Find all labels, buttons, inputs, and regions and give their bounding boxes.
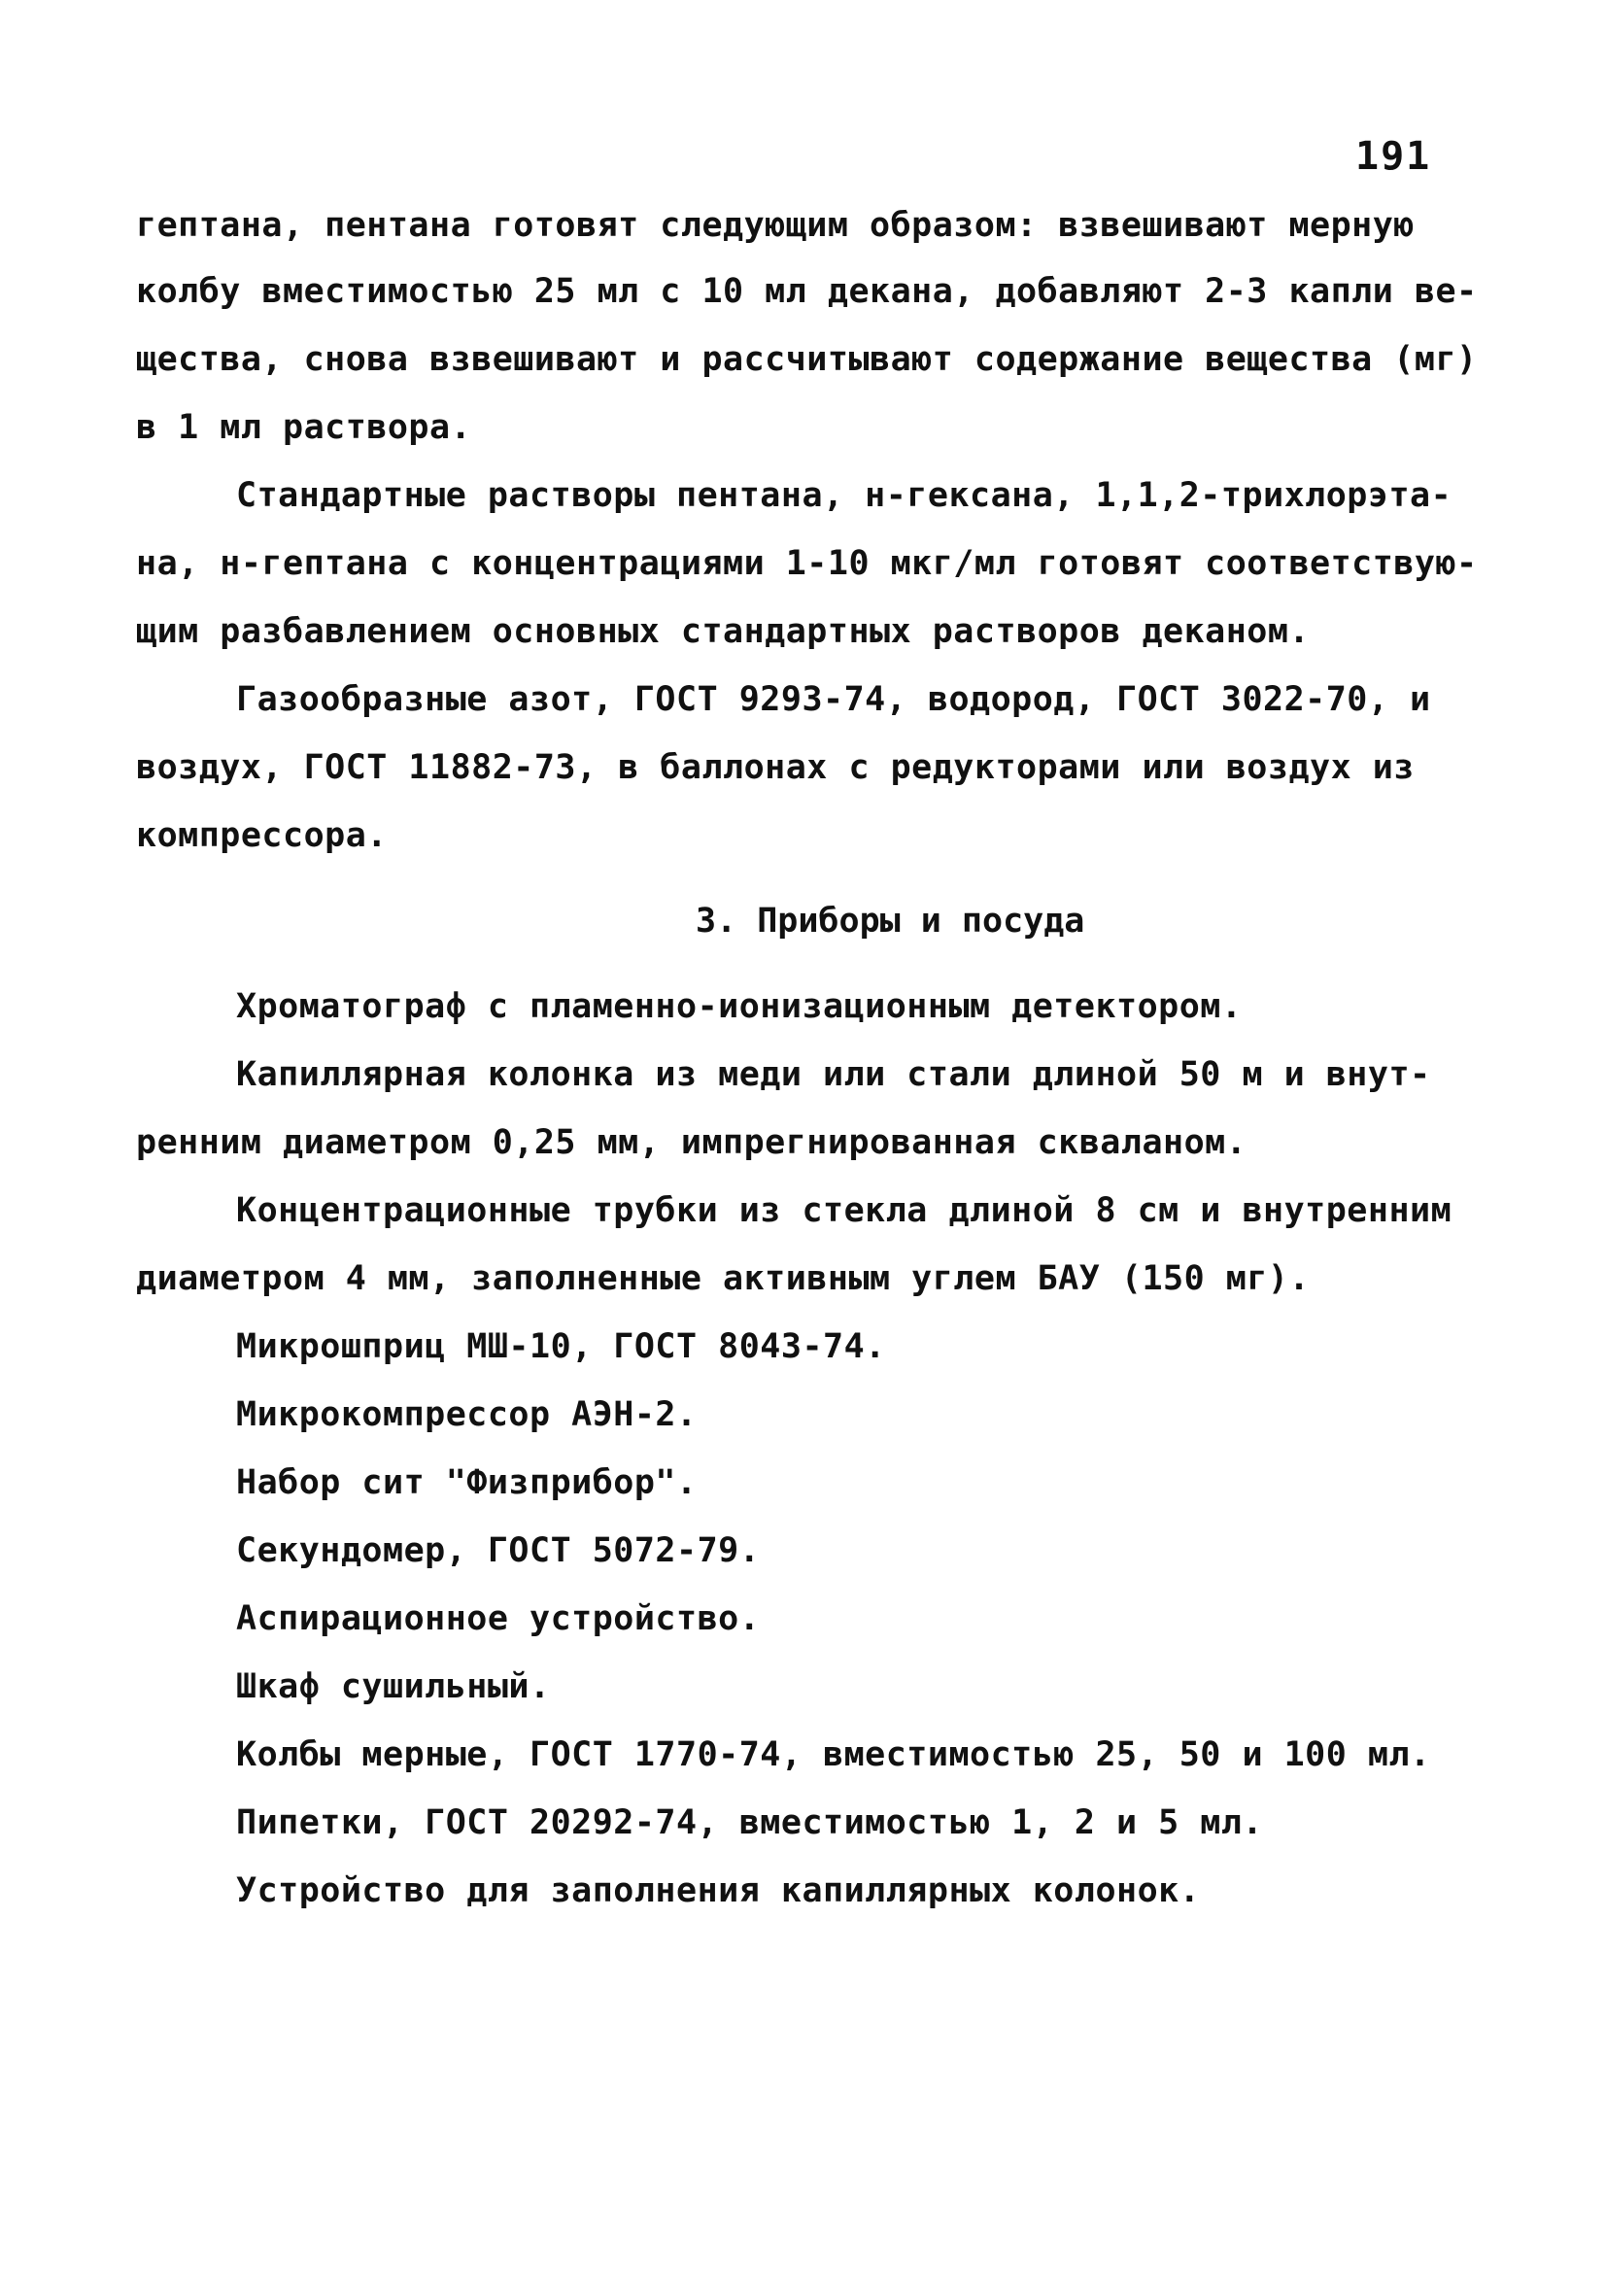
- section-heading: 3. Приборы и посуда: [696, 902, 1085, 941]
- text-line: колбу вместимостью 25 мл с 10 мл декана, добавляют 2-3 капли ве-: [136, 272, 1478, 311]
- text-line: Концентрационные трубки из стекла длиной 8 см и внутренним: [236, 1191, 1452, 1230]
- list-item: Пипетки, ГОСТ 20292-74, вместимостью 1, 2 и 5 мл.: [236, 1803, 1264, 1842]
- text-line: воздух, ГОСТ 11882-73, в баллонах с редукторами или воздух из: [136, 748, 1415, 787]
- list-item: Секундомер, ГОСТ 5072-79.: [236, 1531, 761, 1570]
- page-number: 191: [1355, 134, 1432, 179]
- list-item: Шкаф сушильный.: [236, 1667, 551, 1706]
- list-item: Устройство для заполнения капиллярных колонок.: [236, 1871, 1201, 1910]
- text-line: Газообразные азот, ГОСТ 9293-74, водород, ГОСТ 3022-70, и: [236, 680, 1431, 719]
- text-line: диаметром 4 мм, заполненные активным углем БАУ (150 мг).: [136, 1259, 1311, 1298]
- list-item: Микрокомпрессор АЭН-2.: [236, 1395, 698, 1434]
- text-line: гептана, пентана готовят следующим образом: взвешивают мерную: [136, 206, 1415, 245]
- text-line: Хроматограф с пламенно-ионизационным детектором.: [236, 987, 1243, 1026]
- list-item: Колбы мерные, ГОСТ 1770-74, вместимостью 25, 50 и 100 мл.: [236, 1735, 1431, 1774]
- text-line: щества, снова взвешивают и рассчитывают содержание вещества (мг): [136, 340, 1478, 379]
- text-line: компрессора.: [136, 816, 388, 855]
- list-item: Аспирационное устройство.: [236, 1599, 761, 1638]
- list-item: Набор сит "Физприбор".: [236, 1463, 698, 1502]
- text-line: в 1 мл раствора.: [136, 408, 472, 447]
- text-line: Капиллярная колонка из меди или стали длиной 50 м и внут-: [236, 1055, 1431, 1094]
- text-line: щим разбавлением основных стандартных растворов деканом.: [136, 612, 1311, 651]
- text-line: Стандартные растворы пентана, н-гексана, 1,1,2-трихлорэта-: [236, 476, 1452, 515]
- text-line: ренним диаметром 0,25 мм, импрегнированная скваланом.: [136, 1123, 1247, 1162]
- list-item: Микрошприц МШ-10, ГОСТ 8043-74.: [236, 1327, 886, 1366]
- text-line: на, н-гептана с концентрациями 1-10 мкг/мл готовят соответствую-: [136, 544, 1478, 583]
